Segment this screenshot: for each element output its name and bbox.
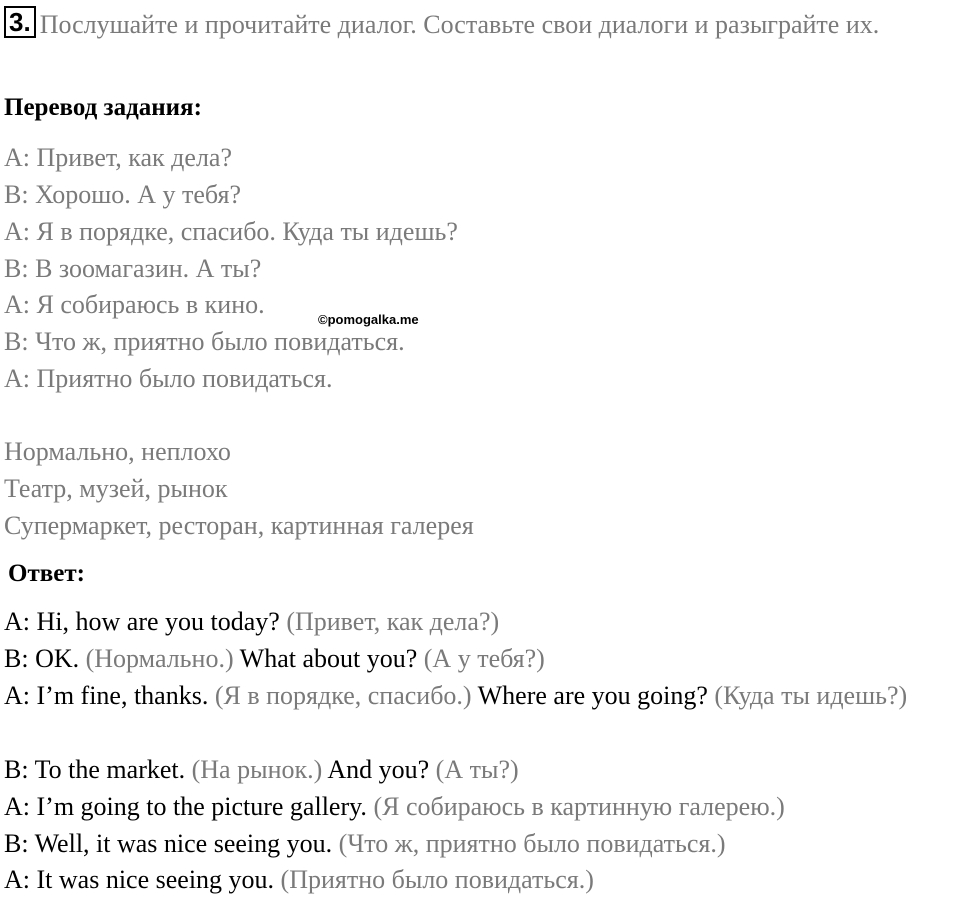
substitution-line: Супермаркет, ресторан, картинная галерея [4,511,474,540]
answer-line [4,752,956,788]
answer-heading: Ответ: [8,560,85,587]
answer-english-text: What about you? [239,644,424,673]
answer-english-text: Where are you going? [477,681,715,710]
translation-line: A: Привет, как дела? [4,143,232,172]
translation-line: B: В зоомагазин. А ты? [4,254,262,283]
answer-english-text: A: It was nice seeing you. [4,865,281,894]
answer-line [4,789,956,825]
answer-line [4,862,956,898]
answer-english-text: B: OK. [4,644,86,673]
answer-russian-translation: (На рынок.) [191,755,328,784]
translation-line: A: Приятно было повидаться. [4,364,333,393]
answer-russian-translation: (Приятно было повидаться.) [280,865,594,894]
task-statement [4,6,956,43]
answer-russian-translation: (А ты?) [435,755,519,784]
answer-line [4,641,956,677]
answer-russian-translation: (Куда ты идешь?) [714,681,908,710]
answer-english-text: A: Hi, how are you today? [4,607,287,636]
translation-line: B: Что ж, приятно было повидаться. [4,327,405,356]
translation-line: B: Хорошо. А у тебя? [4,180,241,209]
translation-line: A: Я собираюсь в кино. [4,290,265,319]
answer-english-text: A: I’m fine, thanks. [4,681,215,710]
answer-russian-translation: (Привет, как дела?) [286,607,500,636]
answer-russian-translation: (Я в порядке, спасибо.) [214,681,478,710]
answer-english-text: A: I’m going to the picture gallery. [4,792,374,821]
translation-heading: Перевод задания: [4,94,202,121]
answer-line [4,604,956,640]
watermark: ©pomogalka.me [318,312,419,327]
answer-russian-translation: (Нормально.) [85,644,240,673]
answer-russian-translation: (А у тебя?) [423,644,545,673]
answer-russian-translation: (Что ж, приятно было повидаться.) [338,829,726,858]
answer-line [4,826,956,862]
substitution-line: Нормально, неплохо [4,437,231,466]
answer-russian-translation: (Я собираюсь в картинную галерею.) [373,792,785,821]
task-number: 3. [4,6,36,38]
answer-english-text: B: Well, it was nice seeing you. [4,829,339,858]
task-text: Послушайте и прочитайте диалог. Составьте свои диалоги и разыграйте их. [39,10,880,39]
answer-line [4,678,956,714]
substitution-line: Театр, музей, рынок [4,474,228,503]
answer-english-text: And you? [327,755,436,784]
translation-line: A: Я в порядке, спасибо. Куда ты идешь? [4,217,458,246]
answer-english-text: B: To the market. [4,755,192,784]
